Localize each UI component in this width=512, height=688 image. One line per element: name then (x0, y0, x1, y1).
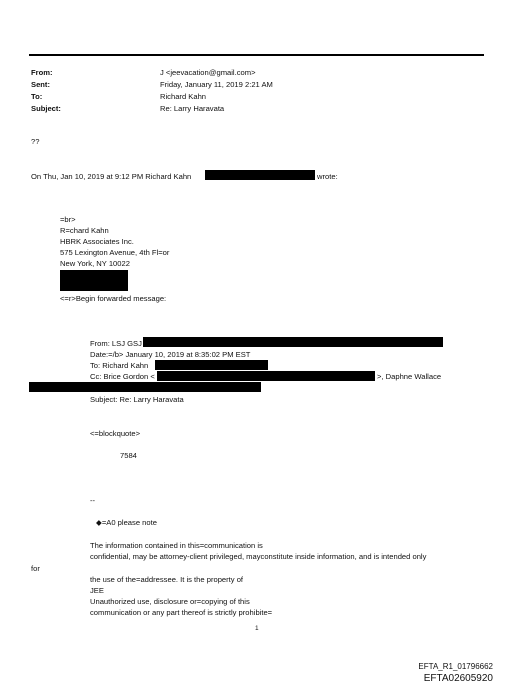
to-label: To: (31, 92, 43, 101)
page-number: 1 (255, 625, 259, 632)
header-rule (29, 54, 484, 56)
note-line: ◆=A0 please note (96, 518, 157, 527)
signature-name: R=chard Kahn (60, 226, 109, 235)
reply-text: ?? (31, 137, 40, 146)
redaction-box (205, 170, 315, 180)
disclaimer-line-1: The information contained in this=communication is (90, 541, 263, 550)
disclaimer-line-5: Unauthorized use, disclosure or=copying of this (90, 597, 250, 606)
redaction-box (29, 382, 261, 392)
redaction-box (157, 371, 375, 381)
sent-value: Friday, January 11, 2019 2:21 AM (160, 80, 273, 89)
from-label: From: (31, 68, 53, 77)
subject-label: Subject: (31, 104, 61, 113)
fwd-date: Date:=/b> January 10, 2019 at 8:35:02 PM EST (90, 350, 251, 359)
disclaimer-line-3: the use of the=addressee. It is the property of (90, 575, 244, 584)
disclaimer-line-4: JEE (90, 586, 104, 595)
fwd-cc-end: >, Daphne Wallace (377, 372, 442, 381)
redaction-box (143, 337, 443, 347)
redaction-box (155, 360, 268, 370)
signature-br: =br> (60, 215, 76, 224)
signature-city: New York, NY 10022 (60, 259, 130, 268)
disclaimer-line-6: communication or any part thereof is strictly prohibite= (90, 608, 273, 617)
dash-separator: -- (90, 496, 96, 505)
fwd-subject: Subject: Re: Larry Haravata (90, 395, 184, 404)
quote-intro-end: wrote: (317, 172, 338, 181)
disclaimer-for: for (31, 564, 40, 573)
number-text: 7584 (120, 451, 137, 460)
redaction-box (60, 270, 128, 291)
fwd-from: From: LSJ GSJ (90, 339, 142, 348)
signature-company: HBRK Associates Inc. (60, 237, 134, 246)
to-value: Richard Kahn (160, 92, 207, 101)
from-value: J <jeevacation@gmail.com> (160, 68, 256, 77)
sent-label: Sent: (31, 80, 50, 89)
fwd-cc: Cc: Brice Gordon < (90, 372, 155, 381)
bates-number-2: EFTA02605920 (423, 673, 493, 684)
quote-intro: On Thu, Jan 10, 2019 at 9:12 PM Richard Kahn (31, 172, 192, 181)
blockquote-tag: <=blockquote> (90, 429, 141, 438)
signature-address: 575 Lexington Avenue, 4th Fl=or (60, 248, 170, 257)
disclaimer-line-2: confidential, may be attorney-client privileged, mayconstitute inside information, and is intended only (90, 552, 427, 561)
bates-number-1: EFTA_R1_01796662 (418, 662, 493, 671)
subject-value: Re: Larry Haravata (160, 104, 225, 113)
fwd-to: To: Richard Kahn (90, 361, 149, 370)
forward-line: <=r>Begin forwarded message: (60, 294, 167, 303)
